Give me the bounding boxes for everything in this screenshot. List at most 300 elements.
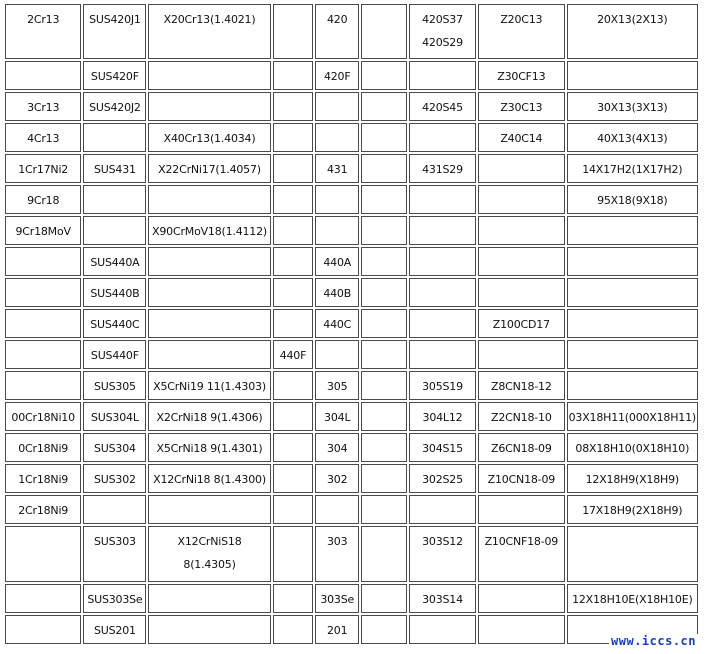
cell-text xyxy=(568,282,697,306)
table-cell-empty-col xyxy=(361,216,407,245)
cell-text: 00Cr18Ni10 xyxy=(11,411,75,424)
table-row xyxy=(5,340,698,369)
table-cell-cn-gb-grade xyxy=(5,154,81,183)
table-cell-aisi-grade xyxy=(315,495,359,524)
cell-text xyxy=(568,220,697,244)
cell-text xyxy=(274,127,313,151)
cell-text xyxy=(274,189,313,213)
cell-text: 303 xyxy=(327,535,348,548)
cell-text: Z2CN18-10 xyxy=(491,411,552,424)
table-cell-gost-grade xyxy=(567,4,698,59)
table-cell-empty-col xyxy=(361,433,407,462)
table-cell-aisi-grade xyxy=(315,278,359,307)
table-cell-gost-grade xyxy=(567,154,698,183)
cell-text xyxy=(84,127,145,151)
cell-text: 303S12 xyxy=(422,535,463,548)
table-cell-gost-grade xyxy=(567,123,698,152)
cell-text xyxy=(84,189,145,213)
cell-text xyxy=(410,313,475,337)
cell-text: 303Se xyxy=(320,593,355,606)
cell-text xyxy=(479,619,564,643)
cell-text: Z20C13 xyxy=(500,13,543,26)
table-cell-nf-grade xyxy=(478,464,565,493)
cell-text xyxy=(274,468,313,492)
cell-text xyxy=(6,375,80,399)
cell-text xyxy=(316,189,358,213)
cell-text xyxy=(274,530,313,554)
table-cell-cn-gb-grade xyxy=(5,92,81,121)
table-cell-gost-grade xyxy=(567,495,698,524)
table-cell-aisi-grade xyxy=(315,433,359,462)
cell-text xyxy=(362,437,406,461)
table-cell-bs-grade xyxy=(409,92,476,121)
table-cell-gost-grade xyxy=(567,216,698,245)
table-cell-din-grade xyxy=(148,615,270,644)
table-cell-nf-grade xyxy=(478,615,565,644)
cell-text: 420 xyxy=(327,13,348,26)
cell-text: 20X13(2X13) xyxy=(597,13,668,26)
table-cell-jis-grade xyxy=(83,495,146,524)
cell-text: Z6CN18-09 xyxy=(491,442,552,455)
cell-text: 302S25 xyxy=(422,473,463,486)
table-cell-empty-col xyxy=(361,154,407,183)
table-cell-empty-col xyxy=(361,61,407,90)
cell-text: SUS305 xyxy=(93,380,136,393)
table-cell-aisi-alt-grade xyxy=(273,433,314,462)
cell-text xyxy=(149,251,269,275)
table-cell-jis-grade xyxy=(83,402,146,431)
cell-text xyxy=(362,468,406,492)
table-row xyxy=(5,371,698,400)
cell-text: SUS440F xyxy=(90,349,139,362)
cell-text: SUS420J1 xyxy=(89,13,141,26)
cell-text xyxy=(410,499,475,523)
table-cell-jis-grade xyxy=(83,123,146,152)
table-cell-din-grade xyxy=(148,216,270,245)
table-cell-bs-grade xyxy=(409,123,476,152)
cell-text: X2CrNi18 9(1.4306) xyxy=(156,411,263,424)
table-cell-cn-gb-grade xyxy=(5,309,81,338)
table-cell-cn-gb-grade xyxy=(5,402,81,431)
cell-text: SUS303 xyxy=(93,535,136,548)
cell-text xyxy=(362,65,406,89)
table-cell-nf-grade xyxy=(478,433,565,462)
table-cell-gost-grade xyxy=(567,92,698,121)
table-cell-din-grade xyxy=(148,433,270,462)
table-cell-aisi-grade xyxy=(315,340,359,369)
cell-text: X90CrMoV18(1.4112) xyxy=(152,225,267,238)
table-cell-empty-col xyxy=(361,371,407,400)
cell-text xyxy=(479,189,564,213)
table-cell-jis-grade xyxy=(83,4,146,59)
table-cell-gost-grade xyxy=(567,371,698,400)
table-cell-gost-grade xyxy=(567,584,698,613)
cell-text: Z100CD17 xyxy=(492,318,550,331)
cell-text: SUS440A xyxy=(90,256,140,269)
table-cell-din-grade xyxy=(148,61,270,90)
cell-text: 303S14 xyxy=(422,593,463,606)
cell-text: X20Cr13(1.4021) xyxy=(163,13,256,26)
cell-text: Z30CF13 xyxy=(497,70,546,83)
cell-text xyxy=(362,499,406,523)
cell-text xyxy=(84,499,145,523)
cell-text xyxy=(6,344,80,368)
cell-text xyxy=(274,8,313,32)
table-cell-jis-grade xyxy=(83,278,146,307)
table-cell-cn-gb-grade xyxy=(5,584,81,613)
cell-text: SUS420J2 xyxy=(89,101,141,114)
table-cell-aisi-alt-grade xyxy=(273,340,314,369)
table-cell-cn-gb-grade xyxy=(5,433,81,462)
cell-text xyxy=(362,96,406,120)
cell-text: 431S29 xyxy=(422,163,463,176)
cell-text xyxy=(410,65,475,89)
cell-text xyxy=(362,588,406,612)
cell-text: SUS302 xyxy=(93,473,136,486)
cell-text xyxy=(6,530,80,554)
table-cell-jis-grade xyxy=(83,371,146,400)
table-cell-aisi-alt-grade xyxy=(273,4,314,59)
table-cell-aisi-alt-grade xyxy=(273,495,314,524)
cell-text xyxy=(316,127,358,151)
cell-text: 40X13(4X13) xyxy=(597,132,668,145)
table-cell-aisi-alt-grade xyxy=(273,615,314,644)
table-cell-bs-grade xyxy=(409,247,476,276)
table-cell-nf-grade xyxy=(478,402,565,431)
table-cell-aisi-alt-grade xyxy=(273,247,314,276)
table-row xyxy=(5,216,698,245)
cell-text: SUS420F xyxy=(90,70,139,83)
cell-text xyxy=(6,251,80,275)
cell-text xyxy=(149,313,269,337)
table-cell-aisi-grade xyxy=(315,464,359,493)
table-cell-nf-grade xyxy=(478,309,565,338)
table-row xyxy=(5,92,698,121)
cell-text xyxy=(410,619,475,643)
cell-text: 4Cr13 xyxy=(27,132,60,145)
table-cell-empty-col xyxy=(361,464,407,493)
table-row xyxy=(5,615,698,644)
table-cell-aisi-grade xyxy=(315,4,359,59)
cell-text: 12X18H10E(X18H10E) xyxy=(572,593,693,606)
cell-text xyxy=(362,220,406,244)
cell-text xyxy=(274,437,313,461)
cell-text: 305 xyxy=(327,380,348,393)
table-cell-jis-grade xyxy=(83,464,146,493)
cell-text: 304 xyxy=(327,442,348,455)
cell-text: X12CrNiS18 xyxy=(177,535,242,548)
cell-text xyxy=(479,344,564,368)
cell-text xyxy=(149,282,269,306)
table-cell-din-grade xyxy=(148,464,270,493)
cell-text: 420S45 xyxy=(422,101,463,114)
table-cell-cn-gb-grade xyxy=(5,278,81,307)
table-cell-aisi-alt-grade xyxy=(273,216,314,245)
cell-text: 440B xyxy=(323,287,352,300)
table-cell-bs-grade xyxy=(409,526,476,582)
cell-text xyxy=(410,344,475,368)
cell-text xyxy=(479,588,564,612)
cell-text xyxy=(362,406,406,430)
table-row xyxy=(5,526,698,582)
table-cell-aisi-alt-grade xyxy=(273,464,314,493)
cell-text xyxy=(274,313,313,337)
table-cell-cn-gb-grade xyxy=(5,615,81,644)
site-watermark: www.iccs.cn xyxy=(611,634,696,648)
cell-text: 9Cr18MoV xyxy=(15,225,71,238)
table-row xyxy=(5,309,698,338)
cell-text xyxy=(568,530,697,554)
table-cell-bs-grade xyxy=(409,615,476,644)
table-cell-aisi-alt-grade xyxy=(273,92,314,121)
cell-text xyxy=(274,619,313,643)
table-cell-cn-gb-grade xyxy=(5,495,81,524)
cell-text xyxy=(316,499,358,523)
table-cell-aisi-grade xyxy=(315,216,359,245)
table-cell-aisi-alt-grade xyxy=(273,61,314,90)
cell-text xyxy=(6,65,80,89)
table-cell-bs-grade xyxy=(409,464,476,493)
cell-text xyxy=(84,220,145,244)
table-cell-din-grade xyxy=(148,278,270,307)
table-row xyxy=(5,433,698,462)
cell-text: X22CrNi17(1.4057) xyxy=(158,163,261,176)
cell-text xyxy=(479,499,564,523)
cell-text: 9Cr18 xyxy=(27,194,60,207)
table-cell-gost-grade xyxy=(567,340,698,369)
cell-text: 12X18H9(X18H9) xyxy=(585,473,679,486)
table-cell-aisi-alt-grade xyxy=(273,309,314,338)
table-cell-jis-grade xyxy=(83,340,146,369)
table-cell-empty-col xyxy=(361,4,407,59)
table-cell-empty-col xyxy=(361,185,407,214)
cell-text xyxy=(362,282,406,306)
table-cell-nf-grade xyxy=(478,495,565,524)
cell-text xyxy=(274,65,313,89)
table-cell-jis-grade xyxy=(83,584,146,613)
cell-text xyxy=(479,158,564,182)
table-cell-aisi-alt-grade xyxy=(273,584,314,613)
cell-text: 17X18H9(2X18H9) xyxy=(582,504,683,517)
table-cell-nf-grade xyxy=(478,371,565,400)
cell-text: 420S29 xyxy=(422,36,463,49)
cell-text xyxy=(274,282,313,306)
table-row xyxy=(5,464,698,493)
cell-text xyxy=(479,282,564,306)
cell-text xyxy=(410,282,475,306)
table-cell-bs-grade xyxy=(409,185,476,214)
cell-text xyxy=(6,313,80,337)
cell-text xyxy=(410,220,475,244)
table-cell-jis-grade xyxy=(83,92,146,121)
table-cell-cn-gb-grade xyxy=(5,526,81,582)
cell-text: 420S37 xyxy=(422,13,463,26)
table-cell-din-grade xyxy=(148,309,270,338)
cell-text xyxy=(362,127,406,151)
cell-text: 201 xyxy=(327,624,348,637)
cell-text: Z40C14 xyxy=(500,132,543,145)
table-cell-nf-grade xyxy=(478,526,565,582)
table-cell-aisi-grade xyxy=(315,615,359,644)
table-cell-nf-grade xyxy=(478,92,565,121)
table-cell-aisi-grade xyxy=(315,402,359,431)
cell-text: 304L12 xyxy=(422,411,463,424)
table-row xyxy=(5,495,698,524)
cell-text: SUS440B xyxy=(90,287,140,300)
cell-text xyxy=(568,344,697,368)
cell-text xyxy=(274,499,313,523)
table-cell-aisi-alt-grade xyxy=(273,371,314,400)
table-cell-aisi-grade xyxy=(315,185,359,214)
cell-text: 431 xyxy=(327,163,348,176)
cell-text: Z30C13 xyxy=(500,101,543,114)
table-cell-cn-gb-grade xyxy=(5,216,81,245)
cell-text: 0Cr18Ni9 xyxy=(18,442,69,455)
table-cell-gost-grade xyxy=(567,526,698,582)
table-cell-jis-grade xyxy=(83,216,146,245)
table-cell-jis-grade xyxy=(83,154,146,183)
cell-text xyxy=(149,619,269,643)
cell-text xyxy=(362,8,406,32)
table-cell-din-grade xyxy=(148,123,270,152)
table-cell-nf-grade xyxy=(478,154,565,183)
table-cell-bs-grade xyxy=(409,584,476,613)
table-cell-gost-grade xyxy=(567,402,698,431)
table-cell-nf-grade xyxy=(478,278,565,307)
table-cell-cn-gb-grade xyxy=(5,247,81,276)
cell-text xyxy=(316,344,358,368)
cell-text xyxy=(479,220,564,244)
table-cell-aisi-grade xyxy=(315,92,359,121)
table-cell-empty-col xyxy=(361,402,407,431)
cell-text: SUS304 xyxy=(93,442,136,455)
cell-text xyxy=(479,251,564,275)
table-cell-bs-grade xyxy=(409,371,476,400)
cell-text: 8(1.4305) xyxy=(183,558,236,571)
table-cell-din-grade xyxy=(148,371,270,400)
cell-text: 1Cr18Ni9 xyxy=(18,473,69,486)
table-cell-bs-grade xyxy=(409,216,476,245)
cell-text xyxy=(149,588,269,612)
table-cell-aisi-grade xyxy=(315,526,359,582)
cell-text: 304L xyxy=(324,411,351,424)
table-cell-aisi-grade xyxy=(315,584,359,613)
table-cell-nf-grade xyxy=(478,185,565,214)
table-cell-jis-grade xyxy=(83,247,146,276)
table-cell-aisi-grade xyxy=(315,61,359,90)
cell-text xyxy=(149,96,269,120)
cell-text: SUS201 xyxy=(93,624,136,637)
cell-text xyxy=(149,189,269,213)
table-cell-empty-col xyxy=(361,92,407,121)
cell-text xyxy=(274,406,313,430)
cell-text xyxy=(149,344,269,368)
table-cell-gost-grade xyxy=(567,61,698,90)
table-row xyxy=(5,402,698,431)
table-cell-bs-grade xyxy=(409,340,476,369)
cell-text xyxy=(362,375,406,399)
cell-text: SUS304L xyxy=(91,411,139,424)
table-cell-nf-grade xyxy=(478,123,565,152)
cell-text: 95X18(9X18) xyxy=(597,194,668,207)
table-cell-gost-grade xyxy=(567,185,698,214)
table-cell-gost-grade xyxy=(567,247,698,276)
table-cell-aisi-grade xyxy=(315,371,359,400)
table-cell-din-grade xyxy=(148,526,270,582)
table-cell-aisi-alt-grade xyxy=(273,278,314,307)
table-cell-din-grade xyxy=(148,584,270,613)
cell-text xyxy=(362,189,406,213)
cell-text: 14X17H2(1X17H2) xyxy=(582,163,683,176)
table-row xyxy=(5,4,698,59)
table-row xyxy=(5,154,698,183)
cell-text xyxy=(274,220,313,244)
table-body xyxy=(5,4,698,644)
table-row xyxy=(5,61,698,90)
table-cell-din-grade xyxy=(148,402,270,431)
cell-text: 08X18H10(0X18H10) xyxy=(575,442,690,455)
table-cell-aisi-grade xyxy=(315,247,359,276)
table-cell-aisi-alt-grade xyxy=(273,123,314,152)
table-cell-bs-grade xyxy=(409,154,476,183)
cell-text xyxy=(274,588,313,612)
table-cell-empty-col xyxy=(361,123,407,152)
table-cell-empty-col xyxy=(361,278,407,307)
cell-text: X5CrNi19 11(1.4303) xyxy=(153,380,266,393)
cell-text xyxy=(568,375,697,399)
table-cell-din-grade xyxy=(148,154,270,183)
table-cell-bs-grade xyxy=(409,278,476,307)
table-cell-empty-col xyxy=(361,495,407,524)
cell-text: Z10CN18-09 xyxy=(487,473,556,486)
table-cell-empty-col xyxy=(361,309,407,338)
cell-text xyxy=(362,313,406,337)
cell-text: Z8CN18-12 xyxy=(491,380,552,393)
table-row xyxy=(5,247,698,276)
table-cell-nf-grade xyxy=(478,4,565,59)
table-cell-din-grade xyxy=(148,185,270,214)
table-cell-aisi-alt-grade xyxy=(273,526,314,582)
cell-text xyxy=(362,530,406,554)
cell-text xyxy=(274,158,313,182)
table-cell-din-grade xyxy=(148,247,270,276)
table-cell-bs-grade xyxy=(409,309,476,338)
cell-text xyxy=(149,499,269,523)
cell-text: 305S19 xyxy=(422,380,463,393)
cell-text xyxy=(568,313,697,337)
cell-text: X40Cr13(1.4034) xyxy=(163,132,256,145)
cell-text xyxy=(568,65,697,89)
table-cell-bs-grade xyxy=(409,4,476,59)
table-cell-empty-col xyxy=(361,247,407,276)
table-cell-cn-gb-grade xyxy=(5,61,81,90)
cell-text: 304S15 xyxy=(422,442,463,455)
cell-text: 1Cr17Ni2 xyxy=(18,163,69,176)
table-cell-nf-grade xyxy=(478,216,565,245)
cell-text: X5CrNi18 9(1.4301) xyxy=(156,442,263,455)
table-cell-din-grade xyxy=(148,4,270,59)
table-cell-aisi-grade xyxy=(315,154,359,183)
cell-text xyxy=(274,251,313,275)
table-cell-nf-grade xyxy=(478,61,565,90)
table-cell-cn-gb-grade xyxy=(5,464,81,493)
table-cell-gost-grade xyxy=(567,464,698,493)
table-cell-empty-col xyxy=(361,615,407,644)
table-cell-bs-grade xyxy=(409,433,476,462)
table-cell-jis-grade xyxy=(83,526,146,582)
table-cell-nf-grade xyxy=(478,584,565,613)
cell-text: 440C xyxy=(323,318,352,331)
